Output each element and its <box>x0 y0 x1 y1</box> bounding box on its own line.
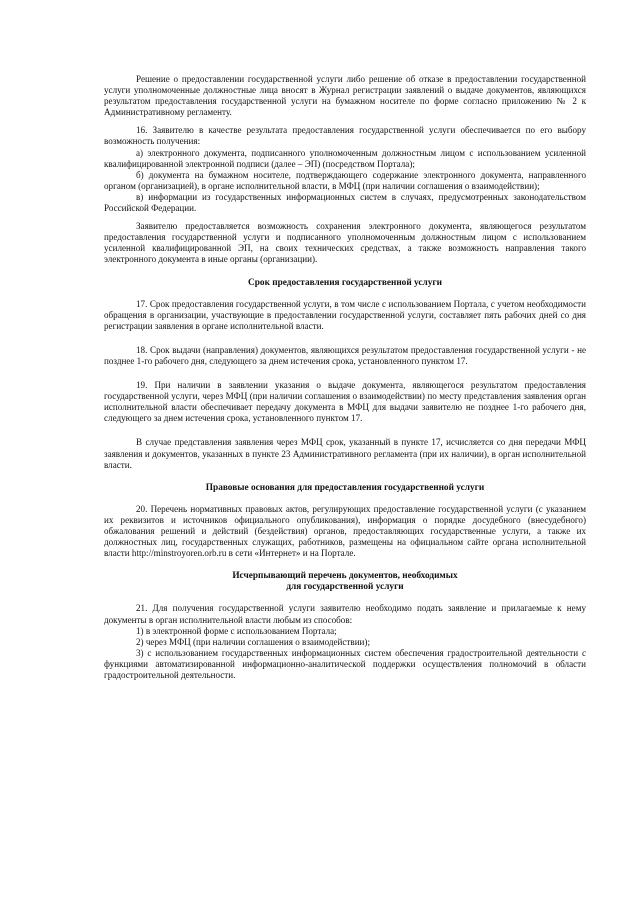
paragraph-16-item-b: б) документа на бумажном носителе, подтверждающего содержание электронного документа, направленного органом (организацией), в органе исполнительной власти, в МФЦ (при наличии соглашения о взаимодействии); <box>104 169 586 191</box>
heading-documents-line-1: Исчерпывающий перечень документов, необходимых <box>232 571 458 582</box>
paragraph-19: 19. При наличии в заявлении указания о выдаче документа, являющегося результатом предоставления государственной услуги, через МФЦ (при наличии соглашения о взаимодействии) по месту представления заявления орган исполнительной власти обеспечивает передачу документа в МФЦ для выдачи заявителю не позднее 1-го рабочего дня, следующего за днем истечения срока, установленного пунктом 17. <box>104 380 586 424</box>
paragraph-19-mfc: В случае представления заявления через МФЦ срок, указанный в пункте 17, исчисляется со дня передачи МФЦ заявления и документов, указанных в пункте 23 Административного регламента (при их наличии), в орган исполнительной власти. <box>104 437 586 470</box>
paragraph-21-item-1: 1) в электронной форме с использованием Портала; <box>136 625 337 636</box>
paragraph-decision-registration: Решение о предоставлении государственной услуги либо решение об отказе в предоставлении государственной услуги уполномоченные должностные лица вносят в Журнал регистрации заявлений о выдаче документов, являющихся результатом предоставления государственной услуги на бумажном носителе по форме согласно приложению № 2 к Административному регламенту. <box>104 74 586 118</box>
paragraph-16-storage: Заявителю предоставляется возможность сохранения электронного документа, являющегося результатом предоставления государственной услуги и подписанного уполномоченным должностным лицом с использованием усиленной квалифицированной ЭП, на своих технических средствах, а также возможность направления такого электронного документа в иные органы (организации). <box>104 221 586 265</box>
paragraph-21-item-2: 2) через МФЦ (при наличии соглашения о взаимодействии); <box>136 636 370 647</box>
paragraph-18: 18. Срок выдачи (направления) документов, являющихся результатом предоставления государственной услуги - не позднее 1-го рабочего дня, следующего за днем истечения срока, установленного пунктом 17. <box>104 344 586 366</box>
heading-legal-basis: Правовые основания для предоставления государственной услуги <box>205 482 485 493</box>
paragraph-21-intro: 21. Для получения государственной услуги заявителю необходимо подать заявление и прилагаемые к нему документы в орган исполнительной власти любым из способов: <box>104 603 586 625</box>
paragraph-16-intro: 16. Заявителю в качестве результата предоставления государственной услуги обеспечивается по его выбору возможность получения: <box>104 125 586 147</box>
heading-documents-line-2: для государственной услуги <box>286 582 404 593</box>
paragraph-17: 17. Срок предоставления государственной услуги, в том числе с использованием Портала, с учетом необходимости обращения в организации, участвующие в предоставлении государственной услуги, составляет пять рабочих дней со дня регистрации заявления в органе исполнительной власти. <box>104 298 586 331</box>
paragraph-16-item-c: в) информации из государственных информационных систем в случаях, предусмотренных законодательством Российской Федерации. <box>104 191 586 214</box>
paragraph-20: 20. Перечень нормативных правовых актов, регулирующих предоставление государственной услуги (с указанием их реквизитов и источников официального опубликования), информация о порядке досудебного (внесудебного) обжалования решений и действий (бездействия) органов, предоставляющих государственные услуги, а также их должностных лиц, государственных служащих, работников, размещены на официальном сайте органа исполнительной власти http://minstroyoren.orb.ru в сети «Интернет» и на Портале. <box>104 503 586 559</box>
heading-service-term: Срок предоставления государственной услуги <box>248 277 442 288</box>
paragraph-21-item-3: 3) с использованием государственных информационных систем обеспечения градостроительной деятельности с функциями автоматизированной информационно-аналитической поддержки осуществления полномочий в области градостроительной деятельности. <box>104 647 586 681</box>
paragraph-16-item-a: а) электронного документа, подписанного уполномоченным должностным лицом с использованием усиленной квалифицированной электронной подписи (далее – ЭП) (посредством Портала); <box>104 147 586 169</box>
heading-documents-list <box>104 571 586 593</box>
